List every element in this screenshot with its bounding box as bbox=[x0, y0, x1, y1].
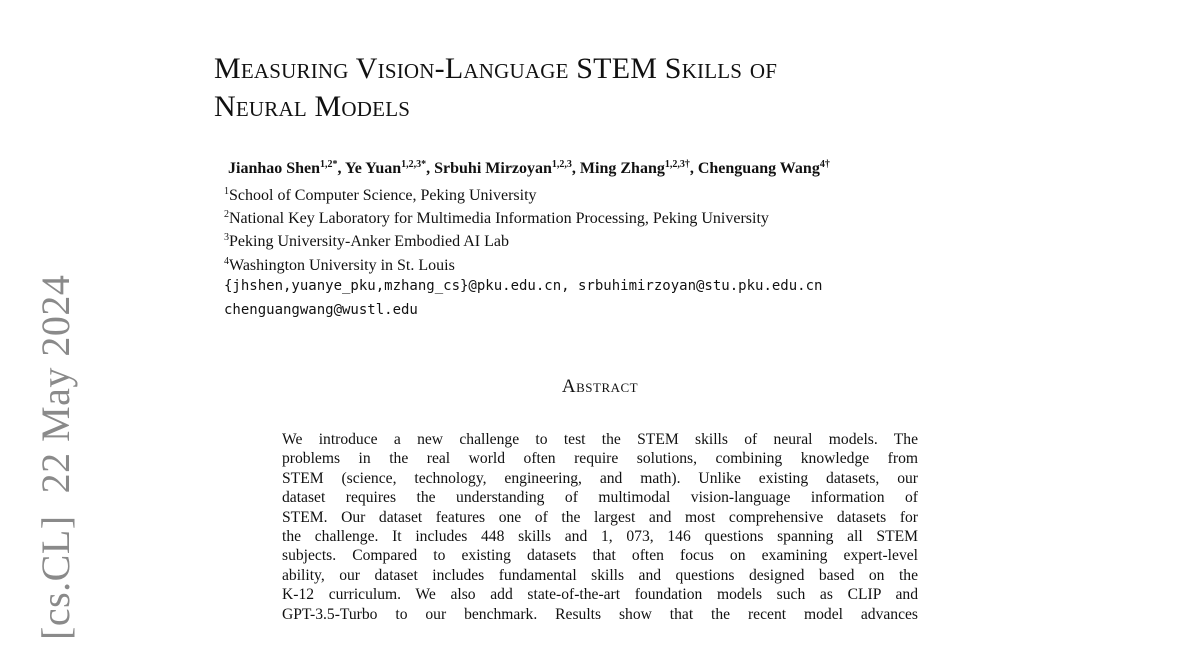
abstract-line: STEM. Our dataset features one of the largest and most comprehensive datasets for bbox=[282, 508, 918, 526]
author-affiliation-marks: 1,2* bbox=[320, 159, 338, 170]
arxiv-category: [cs.CL] bbox=[33, 515, 78, 640]
abstract-body bbox=[282, 430, 918, 624]
author-separator: , bbox=[571, 160, 580, 177]
affiliation-text: National Key Laboratory for Multimedia Information Processing, Peking University bbox=[229, 210, 769, 228]
author-affiliation-marks: 1,2,3* bbox=[401, 159, 427, 170]
affiliation bbox=[224, 184, 769, 207]
author-affiliation-marks: 1,2,3† bbox=[664, 159, 690, 170]
abstract-heading: Abstract bbox=[561, 376, 639, 397]
author-affiliation-marks: 4† bbox=[819, 159, 830, 170]
affiliation-text: School of Computer Science, Peking University bbox=[229, 187, 537, 204]
affiliation-number: 2 bbox=[224, 209, 229, 221]
affiliation bbox=[224, 207, 769, 230]
affiliation-number: 1 bbox=[224, 186, 229, 197]
paper-title bbox=[214, 50, 1034, 126]
abstract-line: We introduce a new challenge to test the STEM skills of neural models. The bbox=[282, 431, 918, 448]
author-separator: , bbox=[689, 160, 698, 177]
author-name: Srbuhi Mirzoyan bbox=[434, 160, 552, 177]
title-line: Measuring Vision-Language STEM Skills of bbox=[214, 52, 778, 85]
author-name: Ye Yuan bbox=[344, 160, 402, 177]
abstract-line: the challenge. It includes 448 skills and 1, 073, 146 questions spanning all STEM bbox=[282, 528, 918, 546]
author-list bbox=[228, 160, 830, 178]
email-line: chenguangwang@wustl.edu bbox=[224, 301, 418, 318]
arxiv-side-stamp bbox=[32, 0, 92, 648]
email-line: {jhshen,yuanye_pku,mzhang_cs}@pku.edu.cn, srbuhimirzoyan@stu.pku.edu.cn bbox=[224, 278, 823, 294]
abstract-line: K-12 curriculum. We also add state-of-the-art foundation models such as CLIP and bbox=[282, 586, 918, 604]
abstract-line: GPT-3.5-Turbo to our benchmark. Results show that the recent model advances bbox=[282, 605, 918, 623]
arxiv-date: 22 May 2024 bbox=[33, 274, 78, 494]
abstract-line: ability, our dataset includes fundamental skills and questions designed based on the bbox=[282, 566, 918, 584]
author-separator: , bbox=[426, 160, 435, 177]
title-line: Neural Models bbox=[214, 90, 411, 123]
abstract-line: subjects. Compared to existing datasets that often focus on examining expert-level bbox=[282, 547, 918, 565]
affiliation-text: Peking University-Anker Embodied AI Lab bbox=[229, 233, 509, 251]
author-affiliation-marks: 1,2,3 bbox=[551, 159, 572, 170]
author-name: Ming Zhang bbox=[579, 160, 665, 177]
affiliation-number: 4 bbox=[224, 255, 229, 267]
author-separator: , bbox=[337, 160, 345, 177]
affiliation-list bbox=[224, 184, 769, 277]
abstract-line: problems in the real world often require solutions, combining knowledge from bbox=[282, 450, 918, 468]
abstract-line: dataset requires the understanding of multimodal vision-language information of bbox=[282, 489, 918, 507]
affiliation bbox=[224, 254, 769, 277]
affiliation bbox=[224, 230, 769, 253]
author-name: Chenguang Wang bbox=[697, 160, 820, 177]
affiliation-number: 3 bbox=[224, 232, 229, 244]
email-list bbox=[224, 275, 822, 322]
affiliation-text: Washington University in St. Louis bbox=[229, 256, 455, 274]
abstract-line: STEM (science, technology, engineering, and math). Unlike existing datasets, our bbox=[282, 469, 918, 487]
author-name: Jianhao Shen bbox=[228, 160, 321, 177]
